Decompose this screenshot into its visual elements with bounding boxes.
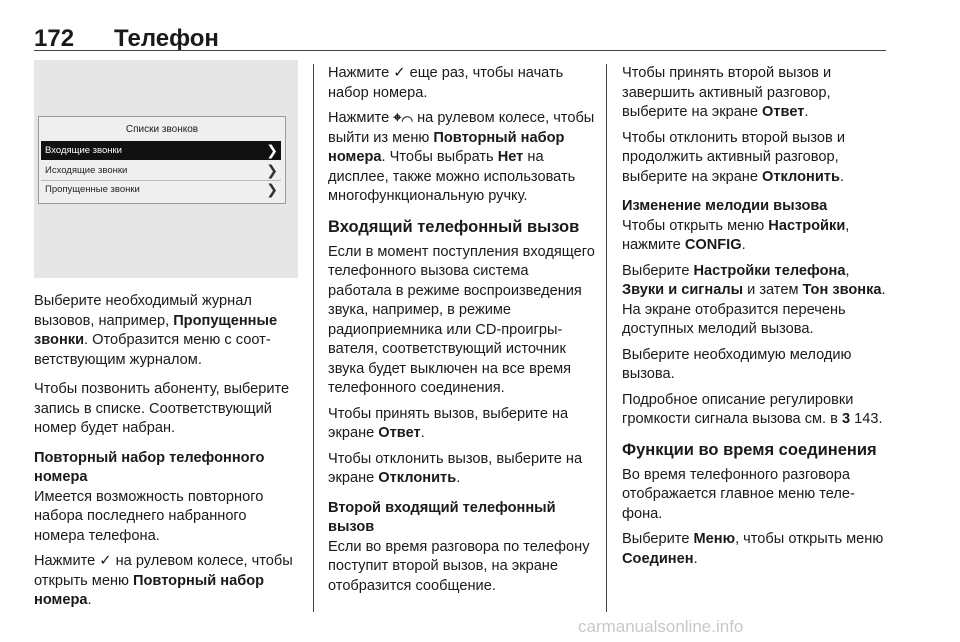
list-item-label: Пропущенные звонки [45, 184, 140, 195]
screen-display [38, 116, 286, 204]
paragraph: Чтобы отклонить второй вызов и продолжить активный разговор, выберите на экране Отклонить. [622, 129, 845, 185]
column-divider [606, 64, 607, 612]
list-item-outgoing-calls [41, 161, 281, 181]
chevron-right-icon: ❯ [266, 162, 278, 178]
paragraph: Выберите необходимую мелодию вызова. [622, 346, 852, 382]
paragraph: Имеется возможность повторного набора последнего набранного номера телефона. [34, 488, 264, 544]
paragraph: Если в момент поступления входящего телефонного вызова система работала в режиме воспроизведения звука, например, в режиме радиоприемника или CD-проигрывателя, соответствующий источник звука будет выключен на все время телефонного соединения. [328, 243, 595, 396]
paragraph: Чтобы отклонить вызов, выберите на экране Отклонить. [328, 450, 583, 486]
paragraph: Во время телефонного разговора отображается главное меню телефона. [622, 466, 855, 522]
paragraph: Если во время разговора по телефону поступит второй вызов, на экране отобразится сообщение. [328, 538, 590, 594]
list-item-missed-calls [41, 180, 281, 199]
chapter-title: Телефон [114, 25, 219, 52]
section-heading-incoming-call: Входящий телефонный вызов [328, 217, 580, 236]
section-heading-redial: Повторный набор телефонного номера [34, 449, 265, 485]
list-item-label: Входящие звонки [45, 145, 122, 156]
list-item-incoming-calls [41, 141, 281, 160]
watermark: carmanualsonline.info [578, 617, 744, 636]
call-lists-screen-image [34, 60, 298, 278]
section-heading-call-functions: Функции во время соединения [622, 440, 877, 459]
paragraph: Выберите Меню, чтобы открыть меню Соединен. [622, 531, 884, 567]
paragraph: Нажмите ✓ еще раз, чтобы начать набор номера. [328, 65, 564, 101]
chevron-right-icon: ❯ [266, 181, 278, 197]
paragraph: Выберите Настройки телефона, Звуки и сигналы и затем Тон звонка. На экране отобразится перечень доступных мелодий вызова. [622, 262, 886, 337]
screen-title: Списки звонков [125, 124, 199, 135]
column-2 [328, 64, 596, 602]
phone-accept-icon: ✓ [393, 65, 406, 81]
paragraph: Чтобы позвонить абоненту, выберите запись в списке. Соответствующий номер будет набран. [34, 381, 290, 436]
paragraph: Чтобы принять второй вызов и завершить активный разговор, выберите на экране Ответ. [622, 65, 832, 120]
paragraph: Выберите необходимый журнал вызовов, например, Пропущенные звонки. Отобразится меню с соответствующим журналом. [34, 293, 278, 368]
section-heading-second-call: Второй входящий телефонный вызов [328, 499, 556, 535]
column-1 [34, 60, 298, 617]
section-heading-ringtone: Изменение мелодии вызова [622, 198, 828, 214]
phone-accept-icon: ✓ [99, 553, 112, 569]
column-divider [313, 64, 314, 612]
paragraph: Чтобы открыть меню Настройки, нажмите CONFIG. [622, 217, 850, 253]
list-item-label: Исходящие звонки [45, 165, 128, 176]
paragraph: Нажмите ✓ на рулевом колесе, чтобы открыть меню Повторный набор номера. [34, 553, 293, 608]
page-reference-icon: 3 [841, 411, 851, 427]
header-rule [34, 50, 886, 51]
voice-hangup-icon: ⌖⌒ [393, 110, 414, 126]
paragraph: Нажмите ⌖⌒ на рулевом колесе, чтобы выйти из меню Повторный набор номера. Чтобы выбрать Нет на дисплее, также можно использовать многофункциональную ручку. [328, 110, 595, 204]
column-3 [622, 64, 890, 575]
paragraph: Подробное описание регулировки громкости сигнала вызова см. в 3 143. [622, 391, 890, 430]
paragraph: Чтобы принять вызов, выберите на экране Ответ. [328, 405, 569, 441]
page-number: 172 [34, 25, 75, 52]
chevron-right-icon: ❯ [266, 142, 278, 158]
